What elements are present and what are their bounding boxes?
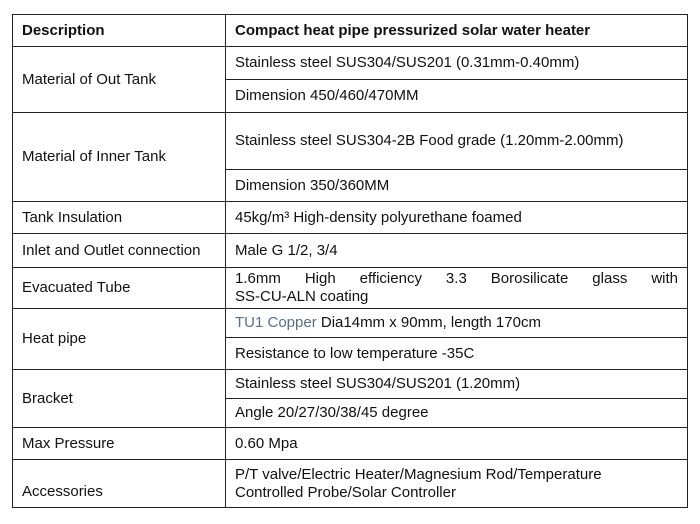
row-label-inner-tank: Material of Inner Tank <box>13 113 226 202</box>
header-product: Compact heat pipe pressurized solar water heater <box>226 15 688 47</box>
row-label-bracket: Bracket <box>13 370 226 428</box>
cell-bracket-angle: Angle 20/27/30/38/45 degree <box>226 399 688 428</box>
cell-heat-pipe-spec <box>226 309 688 338</box>
table-row <box>13 460 688 508</box>
cell-out-tank-material: Stainless steel SUS304/SUS201 (0.31mm-0.40mm) <box>226 47 688 80</box>
row-label-insulation: Tank Insulation <box>13 202 226 234</box>
cell-tube <box>226 268 688 309</box>
table-row <box>13 309 688 338</box>
header-description: Description <box>13 15 226 47</box>
cell-bracket-material: Stainless steel SUS304/SUS201 (1.20mm) <box>226 370 688 399</box>
row-label-connection: Inlet and Outlet connection <box>13 234 226 268</box>
cell-tube-line1: 1.6mm High efficiency 3.3 Borosilicate glass with <box>235 270 678 287</box>
row-label-out-tank: Material of Out Tank <box>13 47 226 113</box>
table-row <box>13 47 688 80</box>
table-row <box>13 202 688 234</box>
cell-tube-line2: SS-CU-ALN coating <box>235 288 369 305</box>
cell-accessories-line1: P/T valve/Electric Heater/Magnesium Rod/Temperature <box>235 465 602 483</box>
row-label-heat-pipe: Heat pipe <box>13 309 226 370</box>
cell-inner-tank-dimension: Dimension 350/360MM <box>226 170 688 202</box>
heat-pipe-material: TU1 Copper <box>235 314 317 331</box>
cell-pressure: 0.60 Mpa <box>226 428 688 460</box>
cell-connection: Male G 1/2, 3/4 <box>226 234 688 268</box>
table-row <box>13 428 688 460</box>
spec-table <box>12 14 688 508</box>
table-row <box>13 234 688 268</box>
row-label-tube: Evacuated Tube <box>13 268 226 309</box>
cell-accessories-line2: Controlled Probe/Solar Controller <box>235 483 456 501</box>
heat-pipe-dimensions: Dia14mm x 90mm, length 170cm <box>316 314 541 331</box>
table-row <box>13 370 688 399</box>
cell-heat-pipe-resistance: Resistance to low temperature -35C <box>226 338 688 370</box>
table-row <box>13 268 688 309</box>
row-label-pressure: Max Pressure <box>13 428 226 460</box>
row-label-accessories: Accessories <box>13 460 226 508</box>
table-row <box>13 113 688 170</box>
cell-inner-tank-material: Stainless steel SUS304-2B Food grade (1.20mm-2.00mm) <box>226 113 688 170</box>
cell-insulation: 45kg/m³ High-density polyurethane foamed <box>226 202 688 234</box>
table-header-row <box>13 15 688 47</box>
cell-out-tank-dimension: Dimension 450/460/470MM <box>226 80 688 113</box>
cell-accessories <box>226 460 688 508</box>
